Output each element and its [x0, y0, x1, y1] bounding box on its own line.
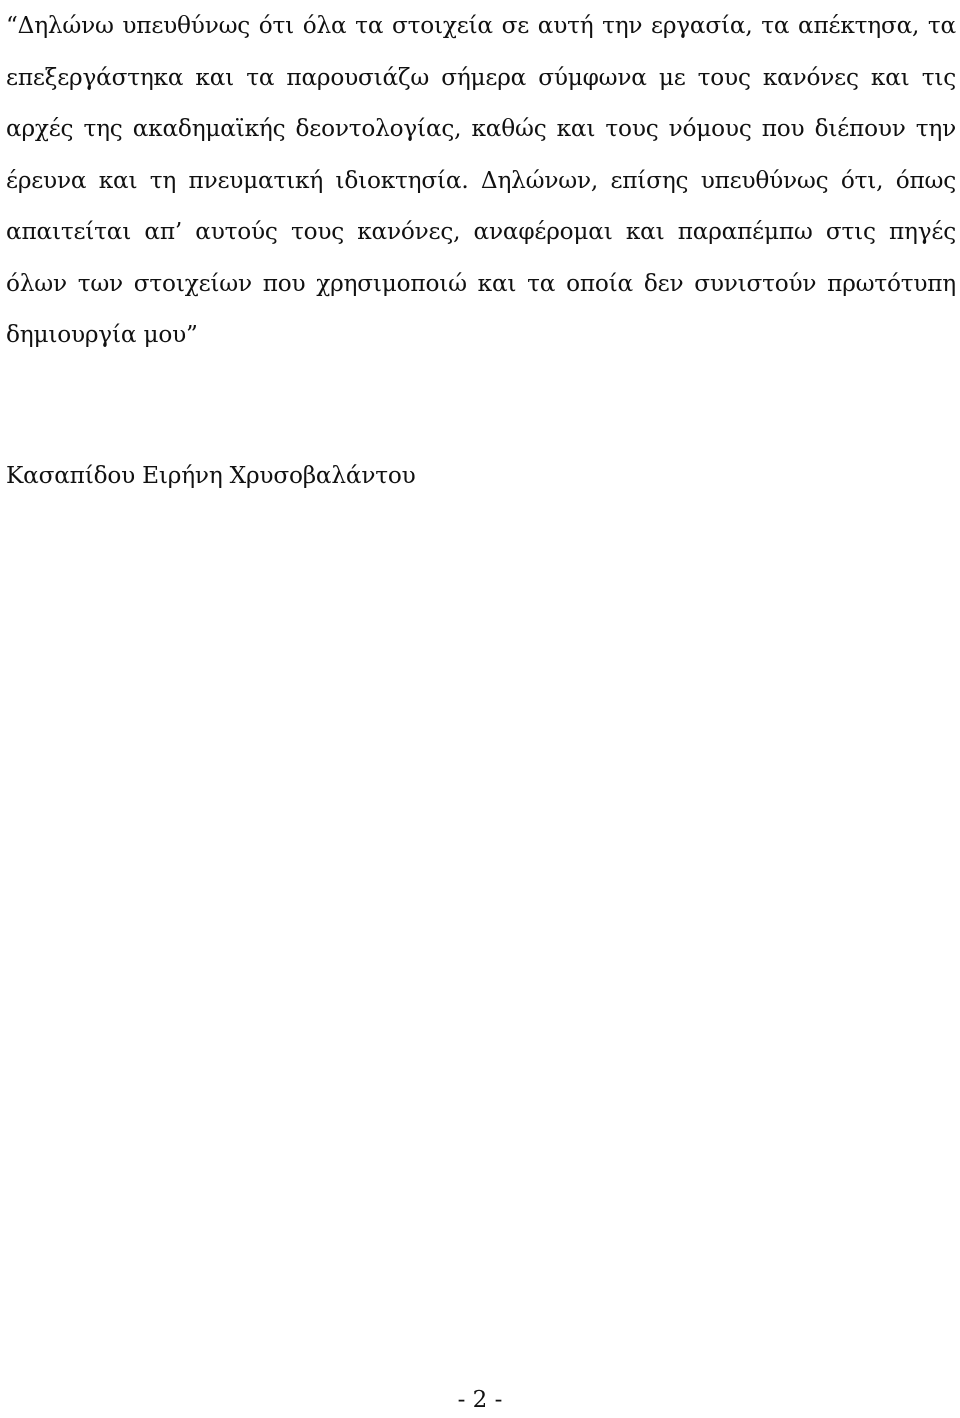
declaration-paragraph: “Δηλώνω υπευθύνως ότι όλα τα στοιχεία σε αυτή την εργασία, τα απέκτησα, τα επεξεργάστηκα και τα παρουσιάζω σήμερα σύμφωνα με τους κανόνες και τις αρχές της ακαδημαϊκής δεοντολογίας, καθώς και τους νόμους που διέπουν την έρευνα και τη πνευματική ιδιοκτησία. Δηλώνων, επίσης υπευθύνως ότι, όπως απαιτείται απ’ αυτούς τους κανόνες, αναφέρομαι και παραπέμπω στις πηγές όλων των στοιχείων που χρησιμοποιώ και τα οποία δεν συνιστούν πρωτότυπη δημιουργία μου”: [6, 12, 956, 348]
author-signature-name: Κασαπίδου Ειρήνη Χρυσοβαλάντου: [6, 462, 416, 489]
page-number: - 2 -: [457, 1387, 503, 1413]
